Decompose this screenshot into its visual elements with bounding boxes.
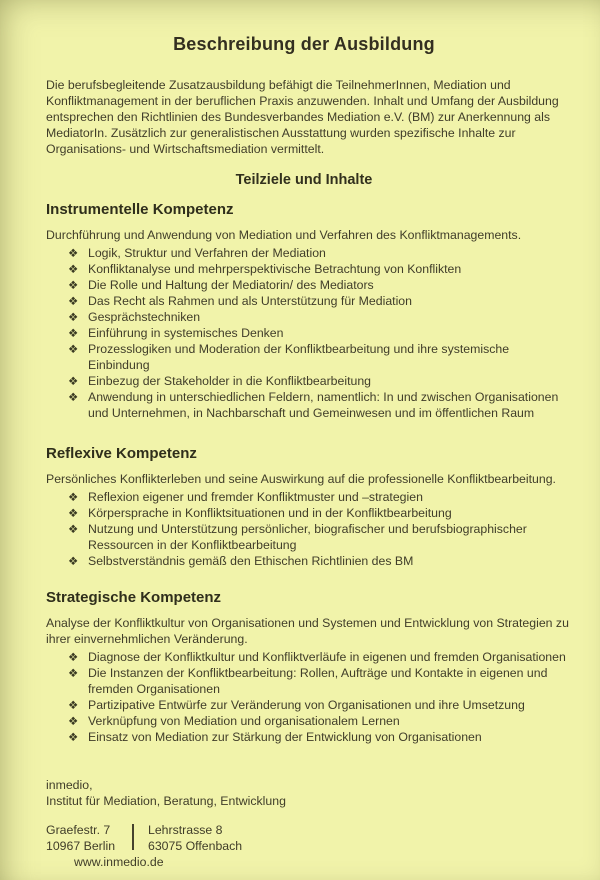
bullet-text: Konfliktanalyse und mehrperspektivische Betrachtung von Konflikten [88, 262, 462, 276]
section-heading: Reflexive Kompetenz [46, 445, 197, 462]
bullet-text: Einführung in systemisches Denken [88, 326, 284, 340]
bullet-text: Körpersprache in Konfliktsituationen und in der Konfliktbearbeitung [88, 506, 452, 520]
bullet-item [68, 713, 572, 729]
diamond-bullet-icon: ❖ [68, 310, 79, 324]
diamond-bullet-icon: ❖ [68, 246, 79, 260]
diamond-bullet-icon: ❖ [68, 278, 79, 292]
diamond-bullet-icon: ❖ [68, 490, 79, 504]
bullet-item [68, 277, 572, 293]
diamond-bullet-icon: ❖ [68, 650, 79, 664]
section-heading: Instrumentelle Kompetenz [46, 201, 234, 218]
bullet-text: Einbezug der Stakeholder in die Konfliktbearbeitung [88, 374, 372, 388]
bullet-item [68, 665, 572, 697]
address-city: 63075 Offenbach [148, 839, 243, 853]
bullet-text: Prozesslogiken und Moderation der Konfliktbearbeitung und ihre systemische Einbindung [88, 342, 510, 372]
diamond-bullet-icon: ❖ [68, 698, 79, 712]
bullet-item [68, 697, 572, 713]
diamond-bullet-icon: ❖ [68, 714, 79, 728]
diamond-bullet-icon: ❖ [68, 326, 79, 340]
bullet-list [46, 649, 572, 745]
bullet-text: Gesprächstechniken [88, 310, 201, 324]
section-lead: Durchführung und Anwendung von Mediation und Verfahren des Konfliktmanagements. [46, 228, 522, 242]
diamond-bullet-icon: ❖ [68, 294, 79, 308]
address-berlin [46, 822, 132, 854]
bullet-text: Anwendung in unterschiedlichen Feldern, namentlich: In und zwischen Organisationen und Unternehmen, in Nachbarschaft und Gemeinwesen und im öffentlichen Raum [88, 390, 559, 420]
diamond-bullet-icon: ❖ [68, 554, 79, 568]
address-divider-line [132, 824, 134, 850]
org-name: inmedio, [46, 778, 93, 792]
diamond-bullet-icon: ❖ [68, 730, 79, 744]
bullet-list [46, 489, 572, 569]
bullet-text: Das Recht als Rahmen und als Unterstützung für Mediation [88, 294, 412, 308]
bullet-text: Verknüpfung von Mediation und organisationalem Lernen [88, 714, 400, 728]
bullet-item [68, 309, 572, 325]
bullet-list [46, 245, 572, 421]
address-offenbach [148, 822, 242, 854]
intro-paragraph: Die berufsbegleitende Zusatzausbildung befähigt die TeilnehmerInnen, Mediation und Konfliktmanagement in der beruflichen Praxis anzuwenden. Inhalt und Umfang der Ausbildung entsprechen den Richtlinien des Bundesverbandes Mediation e.V. (BM) zur Anerkennung als MediatorIn. Zusätzlich zur generalistischen Ausstattung wurden spezifische Inhalte zur Organisations- und Wirtschaftsmediation vermittelt. [46, 78, 559, 156]
section-instrumentelle-kompetenz [46, 201, 572, 421]
subtitle-teilziele: Teilziele und Inhalte [235, 172, 373, 188]
bullet-item [68, 505, 572, 521]
section-lead: Analyse der Konfliktkultur von Organisationen und Systemen und Entwicklung von Strategien zu ihrer einvernehmlichen Veränderung. [46, 616, 569, 646]
bullet-text: Einsatz von Mediation zur Stärkung der Entwicklung von Organisationen [88, 730, 482, 744]
address-city: 10967 Berlin [46, 839, 116, 853]
bullet-text: Logik, Struktur und Verfahren der Mediation [88, 246, 326, 260]
bullet-item [68, 325, 572, 341]
page-title: Beschreibung der Ausbildung [173, 34, 435, 54]
bullet-item [68, 293, 572, 309]
bullet-item [68, 553, 572, 569]
org-subtitle: Institut für Mediation, Beratung, Entwicklung [46, 794, 286, 808]
bullet-text: Die Instanzen der Konfliktbearbeitung: Rollen, Aufträge und Kontakte in eigenen und fremden Organisationen [88, 666, 548, 696]
bullet-item [68, 649, 572, 665]
bullet-text: Reflexion eigener und fremder Konfliktmuster und –strategien [88, 490, 423, 504]
bullet-item [68, 521, 572, 553]
bullet-text: Die Rolle und Haltung der Mediatorin/ des Mediators [88, 278, 374, 292]
section-lead: Persönliches Konflikterleben und seine Auswirkung auf die professionelle Konfliktbearbeitung. [46, 472, 556, 486]
address-street: Lehrstrasse 8 [148, 823, 223, 837]
diamond-bullet-icon: ❖ [68, 506, 79, 520]
bullet-item [68, 261, 572, 277]
diamond-bullet-icon: ❖ [68, 390, 79, 404]
bullet-item [68, 729, 572, 745]
section-strategische-kompetenz [46, 589, 572, 745]
section-reflexive-kompetenz [46, 445, 572, 569]
diamond-bullet-icon: ❖ [68, 342, 79, 356]
bullet-text: Nutzung und Unterstützung persönlicher, biografischer und berufsbiographischer Ressourcen in der Konfliktbearbeitung [88, 522, 527, 552]
bullet-item [68, 341, 572, 373]
diamond-bullet-icon: ❖ [68, 262, 79, 276]
bullet-item [68, 489, 572, 505]
bullet-text: Partizipative Entwürfe zur Veränderung von Organisationen und ihre Umsetzung [88, 698, 525, 712]
diamond-bullet-icon: ❖ [68, 374, 79, 388]
address-street: Graefestr. 7 [46, 823, 111, 837]
diamond-bullet-icon: ❖ [68, 666, 79, 680]
bullet-item [68, 373, 572, 389]
footer-contact-block [46, 777, 572, 870]
section-heading: Strategische Kompetenz [46, 589, 222, 606]
address-row [46, 822, 572, 854]
bullet-item [68, 245, 572, 261]
bullet-text: Selbstverständnis gemäß den Ethischen Richtlinien des BM [88, 554, 414, 568]
website-text: www.inmedio.de [74, 855, 164, 869]
diamond-bullet-icon: ❖ [68, 522, 79, 536]
bullet-item [68, 389, 572, 421]
bullet-text: Diagnose der Konfliktkultur und Konfliktverläufe in eigenen und fremden Organisationen [88, 650, 566, 664]
